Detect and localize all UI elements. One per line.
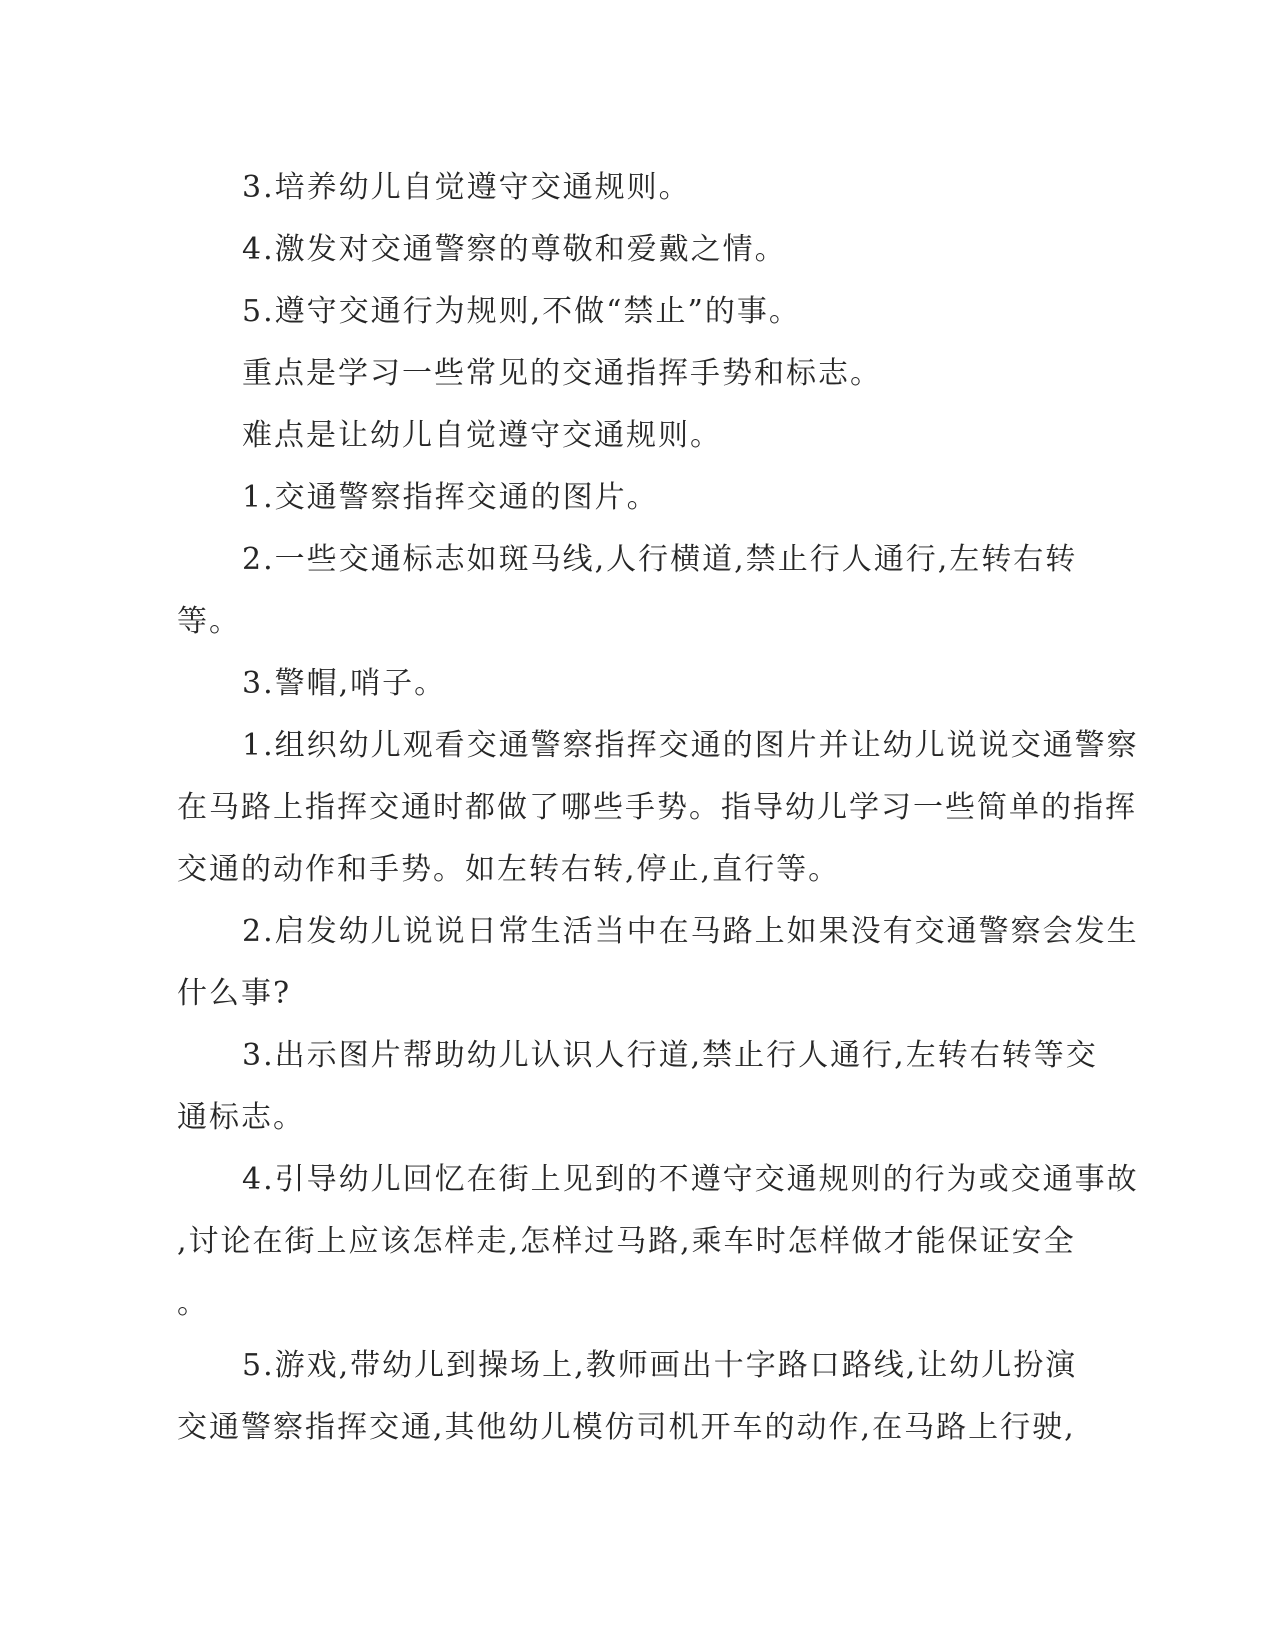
text-line: 3.出示图片帮助幼儿认识人行道,禁止行人通行,左转右转等交 — [242, 1038, 1098, 1073]
text-line: 重点是学习一些常见的交通指挥手势和标志。 — [242, 356, 882, 391]
text-line: 3.培养幼儿自觉遵守交通规则。 — [242, 170, 691, 205]
text-line: 交通的动作和手势。如左转右转,停止,直行等。 — [177, 852, 841, 887]
text-line: 在马路上指挥交通时都做了哪些手势。指导幼儿学习一些简单的指挥 — [177, 790, 1137, 825]
text-line: 5.游戏,带幼儿到操场上,教师画出十字路口路线,让幼儿扮演 — [242, 1348, 1078, 1383]
text-line: 难点是让幼儿自觉遵守交通规则。 — [242, 418, 722, 453]
text-line: 4.激发对交通警察的尊敬和爱戴之情。 — [242, 232, 787, 267]
text-line: 2.一些交通标志如斑马线,人行横道,禁止行人通行,左转右转 — [242, 542, 1078, 577]
text-line: 1.交通警察指挥交通的图片。 — [242, 480, 659, 515]
text-line: 等。 — [177, 604, 241, 639]
text-line: 1.组织幼儿观看交通警察指挥交通的图片并让幼儿说说交通警察 — [242, 728, 1139, 763]
text-line: 4.引导幼儿回忆在街上见到的不遵守交通规则的行为或交通事故 — [242, 1162, 1139, 1197]
text-line: 什么事? — [177, 976, 292, 1011]
text-line: ,讨论在街上应该怎样走,怎样过马路,乘车时怎样做才能保证安全 — [177, 1224, 1076, 1259]
text-block — [177, 157, 1139, 1459]
text-line: 5.遵守交通行为规则,不做“禁止”的事。 — [242, 294, 801, 329]
text-line: 。 — [177, 1286, 209, 1321]
text-line: 3.警帽,哨子。 — [242, 666, 447, 701]
text-line: 交通警察指挥交通,其他幼儿模仿司机开车的动作,在马路上行驶, — [177, 1410, 1076, 1445]
text-line: 2.启发幼儿说说日常生活当中在马路上如果没有交通警察会发生 — [242, 914, 1139, 949]
text-line: 通标志。 — [177, 1100, 305, 1135]
